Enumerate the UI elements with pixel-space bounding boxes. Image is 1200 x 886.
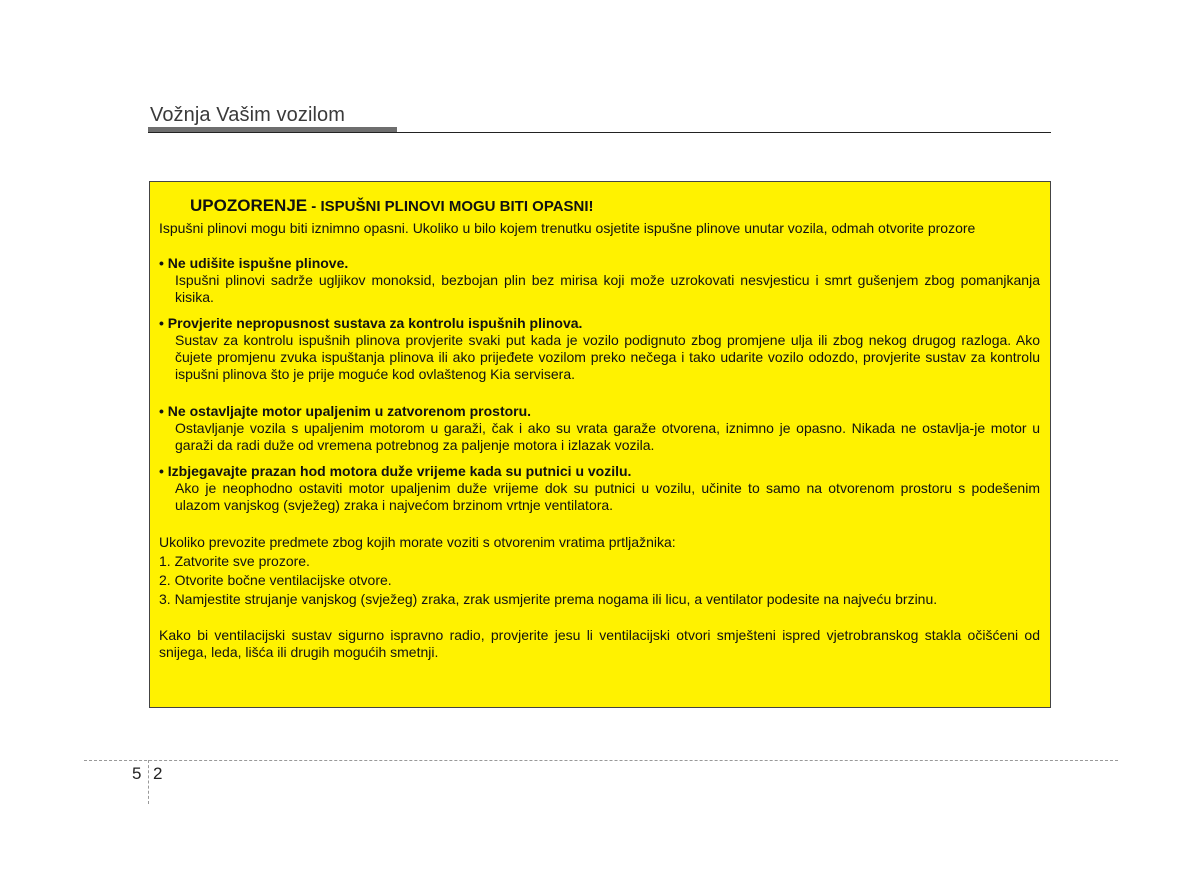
page-number: 2	[153, 764, 163, 783]
trunk-intro: Ukoliko prevozite predmete zbog kojih morate voziti s otvorenim vratima prtljažnika:	[159, 534, 676, 550]
page-title: Vožnja Vašim vozilom	[150, 104, 346, 126]
step-item: 3. Namjestite strujanje vanjskog (svježeg) zraka, zrak usmjerite prema nogama ili licu, a ventilator podesite na najveću brzinu.	[159, 591, 938, 607]
footer-dashed-rule	[84, 760, 1118, 761]
warning-item-heading: • Izbjegavajte prazan hod motora duže vrijeme kada su putnici u vozilu.	[159, 463, 632, 479]
warning-item-heading: • Ne udišite ispušne plinove.	[159, 255, 349, 271]
warning-item-body: Ako je neophodno ostaviti motor upaljenim duže vrijeme dok su putnici u vozilu, učinite to samo na otvorenom prostoru s podešenim ulazom vanjskog (svježeg) zraka i najvećom brzinom vrtnje ventilatora.	[175, 480, 1040, 513]
warning-item-body: Sustav za kontrolu ispušnih plinova provjerite svaki put kada je vozilo podignuto zbog promjene ulja ili zbog nekog drugog razloga. Ako čujete promjenu zvuka ispuštanja plinova ili ako prijeđete vozilom preko nečega i tako udarite vozilo odozdo, provjerite sustav za kontrolu ispušni plinova što je prije moguće kod ovlaštenog Kia servisera.	[175, 332, 1040, 382]
step-item: 1. Zatvorite sve prozore.	[159, 553, 310, 569]
warning-intro: Ispušni plinovi mogu biti iznimno opasni. Ukoliko u bilo kojem trenutku osjetite ispušne plinove unutar vozila, odmah otvorite prozore	[159, 220, 976, 236]
warning-title-sub: - ISPUŠNI PLINOVI MOGU BITI OPASNI!	[307, 198, 594, 215]
warning-item-body: Ostavljanje vozila s upaljenim motorom u garaži, čak i ako su vrata garaže otvorena, iznimno je opasno. Nikada ne ostavlja-je motor u garaži da radi duže od vremena potrebnog za paljenje motora i izlazak vozila.	[175, 420, 1040, 453]
warning-closing: Kako bi ventilacijski sustav sigurno ispravno radio, provjerite jesu li ventilacijski otvori smješteni ispred vjetrobranskog stakla očišćeni od snijega, leda, lišća ili drugih mogućih smetnji.	[159, 627, 1040, 660]
warning-item-heading: • Provjerite nepropusnost sustava za kontrolu ispušnih plinova.	[159, 315, 583, 331]
warning-title	[190, 195, 1040, 218]
warning-item-body: Ispušni plinovi sadrže ugljikov monoksid, bezbojan plin bez mirisa koji može uzrokovati nesvjesticu i smrt gušenjem zbog pomanjkanja kisika.	[175, 272, 1040, 305]
warning-box	[149, 181, 1051, 708]
step-item: 2. Otvorite bočne ventilacijske otvore.	[159, 572, 392, 588]
footer-dashed-divider	[148, 760, 149, 804]
warning-title-main: UPOZORENJE	[190, 196, 308, 215]
section-number: 5	[132, 764, 142, 783]
header-rule	[148, 132, 1051, 133]
warning-item-heading: • Ne ostavljajte motor upaljenim u zatvorenom prostoru.	[159, 403, 532, 419]
